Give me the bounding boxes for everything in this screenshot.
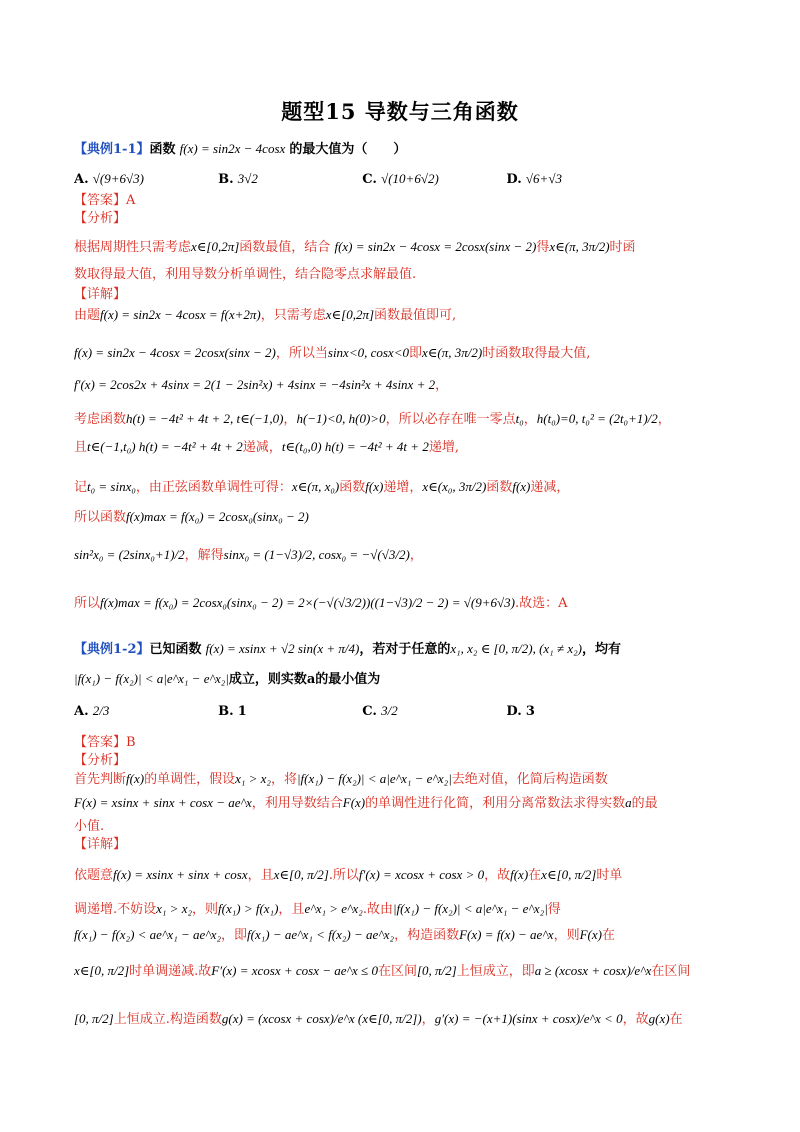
ex2-a1f: |f(x₁) − f(x₂)| < a|e^x₁ − e^x₂| (296, 771, 452, 786)
ex2-answer: B (126, 735, 136, 750)
ex2-a3: 小值. (74, 819, 105, 834)
ex2-e1j: x∈[0, π/2] (541, 867, 597, 882)
ex1-analysis-label: 【分析】 (74, 211, 127, 226)
ex1-d4i: ， (657, 412, 671, 427)
ex2-formula: f(x) = xsinx + √2 sin(x + π/4) (205, 641, 360, 656)
ex2-analysis-tag: 【分析】 (74, 753, 127, 768)
ex2-detail-line4 (74, 962, 734, 981)
ex2-detail-tag (74, 836, 734, 854)
ex2-e5e: g′(x) = −(x+1)(sinx + cosx)/e^x < 0 (434, 1011, 623, 1026)
ex2-options-2-value: 3/2 (381, 703, 398, 718)
ex2-options-0-value: 2/3 (92, 703, 110, 718)
ex1-options (74, 170, 734, 189)
ex1-analysis-1a: 根据周期性只需考虑 (74, 240, 192, 255)
ex1-d6e: 函数 (339, 480, 366, 495)
ex1-d6b: t₀ = sinx₀ (87, 479, 136, 494)
ex1-detail-line4 (74, 410, 734, 429)
ex2-a1c: 的单调性，假设 (144, 772, 236, 787)
ex2-e3f: ，则 (553, 928, 580, 943)
ex1-detail-tag: 【详解】 (74, 287, 127, 302)
ex2-detail-tag: 【详解】 (74, 837, 127, 852)
ex1-analysis-1g: 时函 (609, 240, 636, 255)
ex1-d6g: 递增， (383, 480, 423, 495)
ex1-detail-line5 (74, 438, 734, 457)
ex2-e1b: f(x) = xsinx + sinx + cosx (113, 867, 248, 882)
ex2-question (74, 640, 734, 659)
ex1-analysis-2: 数取得最大值，利用导数分析单调性，结合隐零点求解最值. (74, 267, 417, 282)
ex2-a2c: F(x) (342, 795, 366, 810)
ex1-d5c: 递减， (242, 440, 282, 455)
ex2-a1d: x₁ > x₂ (235, 771, 271, 786)
ex1-d4e: ，所以必存在唯一零点 (385, 412, 516, 427)
ex1-d1d: x∈[0,2π] (325, 307, 375, 322)
ex1-d6j: f(x) (512, 479, 531, 494)
ex2-a2e: a (625, 795, 632, 810)
ex2-options-2-label: C. (362, 704, 377, 719)
ex2-e4e: [0, π/2] (416, 963, 457, 978)
ex1-detail-tag (74, 286, 734, 304)
ex2-e3g: F(x) (579, 927, 602, 942)
ex1-options-3-label: D. (506, 172, 522, 187)
ex1-d4a: 考虑函数 (74, 412, 127, 427)
ex2-options-1-label: B. (218, 704, 234, 719)
ex2-e4h: 在区间 (651, 964, 691, 979)
ex2-options-0-label: A. (74, 704, 89, 719)
ex1-detail-line1 (74, 306, 734, 325)
ex2-detail-line2 (74, 900, 734, 919)
ex1-analysis-1b: x∈[0,2π] (191, 239, 240, 254)
ex2-e5f: ，故 (622, 1012, 649, 1027)
ex2-detail-line3 (74, 926, 734, 945)
ex1-analysis-line2 (74, 266, 734, 284)
ex2-e1k: 时单 (596, 868, 623, 883)
ex1-options-1-value: 3√2 (237, 171, 258, 186)
ex2-question-line2 (74, 670, 734, 689)
ex2-e4c: F′(x) = xcosx + cosx − ae^x ≤ 0 (211, 963, 378, 978)
ex2-analysis-line1 (74, 770, 734, 789)
ex2-e3d: ，构造函数 (394, 928, 460, 943)
ex2-ineq: |f(x₁) − f(x₂)| < a|e^x₁ − e^x₂| (74, 671, 229, 686)
ex2-e2i: 得 (547, 902, 561, 917)
ex2-a1b: f(x) (126, 771, 145, 786)
ex2-e4f: 上恒成立，即 (456, 964, 535, 979)
ex1-options-1-label: B. (218, 172, 234, 187)
ex1-detail-line8 (74, 546, 734, 565)
ex1-option-b (218, 170, 358, 189)
ex2-e3e: F(x) = f(x) − ae^x (459, 927, 554, 942)
ex1-d1a: 由题 (74, 308, 101, 323)
ex1-d2b: ，所以当 (275, 346, 328, 361)
ex1-d8b: ，解得 (184, 548, 224, 563)
ex1-tag: 【典例1-1】 (74, 142, 150, 157)
ex2-e1h: f(x) (510, 867, 529, 882)
ex2-tag: 【典例1-2】 (74, 642, 150, 657)
ex1-d4b: h(t) = −4t² + 4t + 2, t∈(−1,0) (126, 411, 284, 426)
ex2-e4a: x∈[0, π/2] (74, 963, 130, 978)
ex2-a1a: 首先判断 (74, 772, 127, 787)
ex1-d5b: t∈(−1,t₀) h(t) = −4t² + 4t + 2 (87, 439, 243, 454)
ex2-e4g: a ≥ (xcosx + cosx)/e^x (534, 963, 652, 978)
ex2-detail-line1 (74, 866, 734, 885)
ex1-question (74, 140, 734, 159)
ex2-e3b: ，即 (221, 928, 248, 943)
ex1-d9a: 所以 (74, 596, 101, 611)
ex2-analysis-line2 (74, 794, 734, 813)
ex2-option-d (506, 703, 646, 721)
ex1-options-0-label: A. (74, 172, 89, 187)
ex1-d2a: f(x) = sin2x − 4cosx = 2cosx(sinx − 2) (74, 345, 276, 360)
ex2-e3a: f(x₁) − f(x₂) < ae^x₁ − ae^x₂ (74, 927, 222, 942)
ex1-d8d: ， (409, 548, 423, 563)
ex2-answer (74, 734, 734, 752)
ex1-option-d (506, 170, 646, 189)
ex1-options-0-value: √(9+6√3) (92, 171, 144, 186)
ex1-d3b: ， (435, 378, 449, 393)
ex1-analysis-1c: 函数最值，结合 (239, 240, 331, 255)
ex2-a1g: 去绝对值，化简后构造函数 (451, 772, 608, 787)
ex1-d1e: 函数最值即可, (374, 308, 457, 323)
ex2-answer-tag: 【答案】 (74, 735, 127, 750)
ex1-analysis-line1 (74, 238, 734, 257)
ex2-option-c (362, 702, 502, 721)
ex2-stem: 已知函数 (149, 642, 202, 657)
ex2-a2d: 的单调性进行化简，利用分离常数法求得实数 (365, 796, 626, 811)
ex1-analysis-1d: f(x) = sin2x − 4cosx = 2cosx(sinx − 2) (334, 239, 537, 254)
ex2-e1a: 依题意 (74, 868, 114, 883)
ex1-d2e: x∈(π, 3π/2) (422, 345, 483, 360)
ex2-e2f: e^x₁ > e^x₂ (304, 901, 363, 916)
ex2-e5g: g(x) (648, 1011, 670, 1026)
ex2-tail: ，均有 (581, 642, 621, 657)
ex2-a2a: F(x) = xsinx + sinx + cosx − ae^x (74, 795, 252, 810)
ex1-detail-line2 (74, 344, 734, 363)
ex2-e2d: f(x₁) > f(x₁) (218, 901, 279, 916)
ex2-e5a: [0, π/2] (74, 1011, 114, 1026)
ex2-e5c: g(x) = (xcosx + cosx)/e^x (x∈[0, π/2]) (221, 1011, 422, 1026)
ex1-d8a: sin²x₀ = (2sinx₀+1)/2 (74, 547, 185, 562)
ex2-e2g: .故由 (362, 902, 393, 917)
ex1-d6a: 记 (74, 480, 88, 495)
ex1-d6c: ，由正弦函数单调性可得： (135, 480, 292, 495)
ex1-d1c: ，只需考虑 (260, 308, 326, 323)
ex2-e2c: ，则 (192, 902, 219, 917)
ex1-d8c: sinx₀ = (1−√3)/2, cosx₀ = −√(√3/2) (223, 547, 410, 562)
ex2-e3c: f(x₁) − ae^x₁ < f(x₂) − ae^x₂ (247, 927, 395, 942)
ex2-e2e: ，且 (278, 902, 305, 917)
ex2-options-3-value: 3 (525, 704, 535, 719)
ex1-d7b: f(x)max = f(x₀) = 2cosx₀(sinx₀ − 2) (126, 509, 309, 524)
ex1-d4f: t₀ (515, 411, 524, 426)
ex2-detail-line5 (74, 1010, 734, 1029)
ex1-d6d: x∈(π, x₀) (291, 479, 340, 494)
ex1-d6i: 函数 (486, 480, 513, 495)
ex1-formula: f(x) = sin2x − 4cosx (179, 141, 286, 156)
ex2-option-a (74, 702, 214, 721)
ex1-d6f: f(x) (365, 479, 384, 494)
ex2-e1d: x∈[0, π/2] (273, 867, 329, 882)
ex1-option-c (362, 170, 502, 189)
ex2-cond: x₁, x₂ ∈ [0, π/2), (x₁ ≠ x₂) (450, 641, 582, 656)
ex2-e1i: 在 (528, 868, 542, 883)
ex1-d2c: sinx<0, cosx<0 (327, 345, 409, 360)
ex2-options-1-value: 1 (237, 704, 247, 719)
ex1-detail-line3 (74, 376, 734, 395)
ex1-d7a: 所以函数 (74, 510, 127, 525)
ex1-option-a (74, 170, 214, 189)
ex1-answer-tag: 【答案】 (74, 193, 127, 208)
ex1-detail-line9 (74, 594, 734, 613)
ex2-e1c: ，且 (247, 868, 274, 883)
ex2-e2b: x₁ > x₂ (156, 901, 192, 916)
ex2-options-3-label: D. (506, 704, 522, 719)
ex1-d6h: x∈(x₀, 3π/2) (422, 479, 487, 494)
ex1-answer-value: A (126, 193, 136, 208)
ex1-options-2-label: C. (362, 172, 377, 187)
ex2-e4d: 在区间 (377, 964, 417, 979)
ex2-option-b (218, 703, 358, 721)
ex2-ask: 成立，则实数a的最小值为 (228, 672, 381, 687)
ex2-e3h: 在 (601, 928, 615, 943)
ex1-ask: 的最大值为（ ） (289, 142, 407, 157)
ex1-d4c: ， (283, 412, 297, 427)
ex1-analysis-tag (74, 210, 734, 228)
ex2-e4b: 时单调递减.故 (129, 964, 212, 979)
ex2-e2a: 调递增.不妨设 (74, 902, 157, 917)
ex2-analysis-line3 (74, 818, 734, 836)
ex1-d4h: h(t₀)=0, t₀² = (2t₀+1)/2 (536, 411, 658, 426)
ex1-d2d: 即 (408, 346, 422, 361)
ex1-d9c: .故选：A (514, 596, 568, 611)
ex1-d1b: f(x) = sin2x − 4cosx = f(x+2π) (100, 307, 261, 322)
ex1-stem: 函数 (149, 142, 176, 157)
ex1-analysis-1e: 得 (536, 240, 550, 255)
page-title: 题型15 导数与三角函数 (281, 99, 519, 124)
ex2-mid: ，若对于任意的 (359, 642, 451, 657)
ex1-d2f: 时函数取得最大值, (482, 346, 591, 361)
ex1-d6k: 递减， (530, 480, 570, 495)
ex1-detail-line6 (74, 478, 734, 497)
ex1-options-3-value: √6+√3 (525, 171, 562, 186)
ex2-analysis-tag (74, 752, 734, 770)
ex1-d4d: h(−1)<0, h(0)>0 (296, 411, 386, 426)
ex2-e1g: ，故 (484, 868, 511, 883)
ex1-d5d: t∈(t₀,0) h(t) = −4t² + 4t + 2 (281, 439, 429, 454)
ex2-e1f: f′(x) = xcosx + cosx > 0 (358, 867, 485, 882)
ex2-e5h: 在 (669, 1012, 683, 1027)
ex1-d3: f′(x) = 2cos2x + 4sinx = 2(1 − 2sin²x) + 4sinx = −4sin²x + 4sinx + 2 (74, 377, 436, 392)
ex1-d5a: 且 (74, 440, 88, 455)
ex2-e2h: |f(x₁) − f(x₂)| < a|e^x₁ − e^x₂| (392, 901, 548, 916)
ex2-e5d: ， (421, 1012, 435, 1027)
ex2-e1e: .所以 (328, 868, 359, 883)
ex2-options (74, 702, 734, 721)
ex1-answer (74, 192, 734, 210)
ex1-analysis-1f: x∈(π, 3π/2) (549, 239, 610, 254)
ex1-detail-line7 (74, 508, 734, 527)
ex2-a2f: 的最 (631, 796, 658, 811)
ex2-a1e: ，将 (270, 772, 297, 787)
ex2-e5b: 上恒成立.构造函数 (113, 1012, 222, 1027)
ex1-d5e: 递增, (428, 440, 459, 455)
ex1-options-2-value: √(10+6√2) (381, 171, 439, 186)
ex2-a2b: ，利用导数结合 (251, 796, 343, 811)
ex1-d9b: f(x)max = f(x₀) = 2cosx₀(sinx₀ − 2) = 2×(−√(√3/2))((1−√3)/2 − 2) = √(9+6√3) (100, 595, 515, 610)
ex1-d4g: ， (523, 412, 537, 427)
